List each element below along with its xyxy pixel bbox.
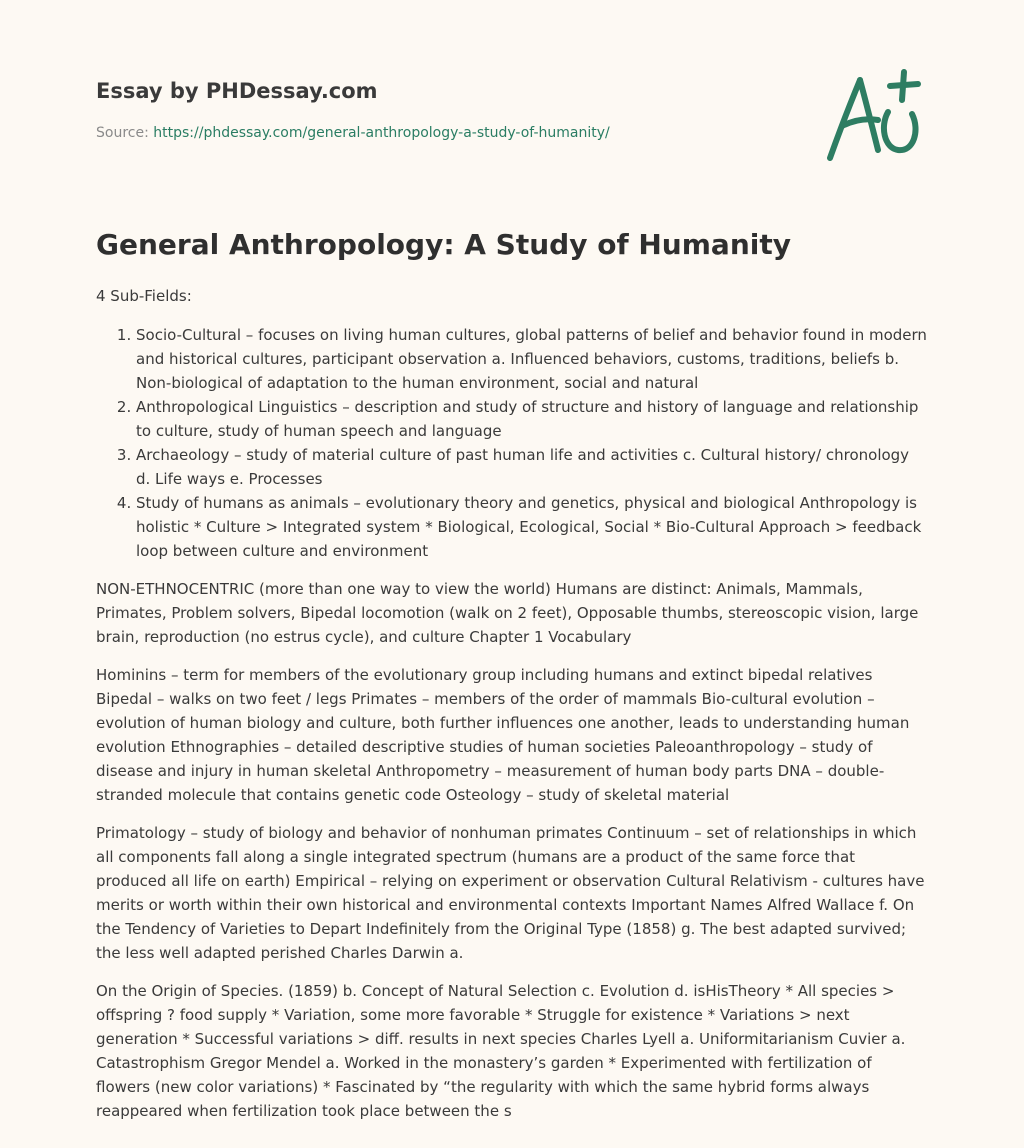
list-item: 2. Anthropological Linguistics – description and study of structure and history of language and relationship to culture, study of human speech and language	[136, 395, 928, 443]
essay-title: General Anthropology: A Study of Humanity	[96, 228, 791, 261]
subfields-list	[96, 323, 928, 563]
essay-paragraph: On the Origin of Species. (1859) b. Concept of Natural Selection c. Evolution d. isHisTheory * All species > offspring ? food supply * Variation, some more favorable * Struggle for existence * Variations > next generation * Successful variations > diff. results in next species Charles Lyell a. Uniformitarianism Cuvier a. Catastrophism Gregor Mendel a. Worked in the monastery’s garden * Experimented with fertilization of flowers (new color variations) * Fascinated by “the regularity with which the same hybrid forms always reappeared when fertilization took place between the s	[96, 982, 906, 1120]
source-line	[96, 123, 796, 143]
essay-paragraph: NON-ETHNOCENTRIC (more than one way to view the world) Humans are distinct: Animals, Mammals, Primates, Problem solvers, Bipedal locomotion (walk on 2 feet), Opposable thumbs, stereoscopic vision, large brain, reproduction (no estrus cycle), and culture Chapter 1 Vocabulary	[96, 580, 919, 646]
a-plus-logo-icon	[822, 68, 926, 164]
list-item: 3. Archaeology – study of material culture of past human life and activities c. Cultural history/ chronology d. Life ways e. Processes	[136, 443, 928, 491]
essay-paragraph: Hominins – term for members of the evolutionary group including humans and extinct bipedal relatives Bipedal – walks on two feet / legs Primates – members of the order of mammals Bio-cultural evolution – evolution of human biology and culture, both further influences one another, leads to understanding human evolution Ethnographies – detailed descriptive studies of human societies Paleoanthropology – study of disease and injury in human skeletal Anthropometry – measurement of human body parts DNA – double-stranded molecule that contains genetic code Osteology – study of skeletal material	[96, 666, 910, 804]
a-plus-logo	[822, 68, 926, 164]
page-header	[96, 78, 796, 143]
source-link[interactable]: https://phdessay.com/general-anthropology-a-study-of-humanity/	[153, 125, 610, 141]
essay-content	[96, 226, 928, 1123]
source-label: Source:	[96, 125, 149, 141]
list-item: 1. Socio-Cultural – focuses on living human cultures, global patterns of belief and behavior found in modern and historical cultures, participant observation a. Influenced behaviors, customs, traditions, beliefs b. Non-biological of adaptation to the human environment, social and natural	[136, 323, 928, 395]
essay-paragraph: Primatology – study of biology and behavior of nonhuman primates Continuum – set of relationships in which all components fall along a single integrated spectrum (humans are a product of the same force that produced all life on earth) Empirical – relying on experiment or observation Cultural Relativism - cultures have merits or worth within their own historical and environmental contexts Important Names Alfred Wallace f. On the Tendency of Varieties to Depart Indefinitely from the Original Type (1858) g. The best adapted survived; the less well adapted perished Charles Darwin a.	[96, 824, 925, 962]
essay-intro: 4 Sub-Fields:	[96, 287, 192, 305]
list-item: 4. Study of humans as animals – evolutionary theory and genetics, physical and biological Anthropology is holistic * Culture > Integrated system * Biological, Ecological, Social * Bio-Cultural Approach > feedback loop between culture and environment	[136, 491, 928, 563]
site-brand: Essay by PHDessay.com	[96, 79, 378, 103]
